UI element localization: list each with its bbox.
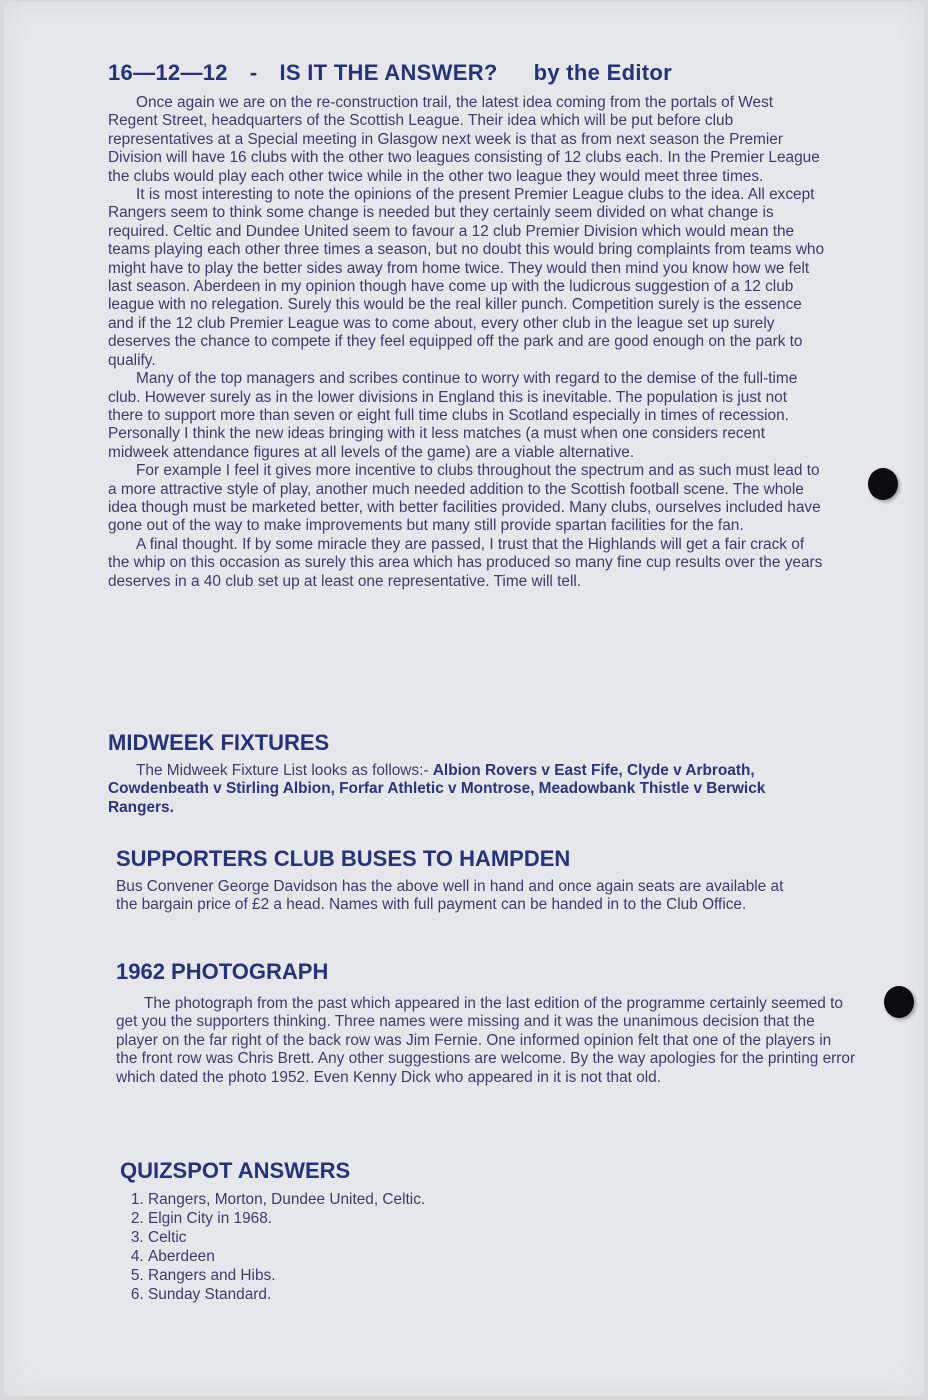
buses-title: SUPPORTERS CLUB BUSES TO HAMPDEN (116, 846, 571, 871)
quiz-answer-3: 3. Celtic (148, 1228, 620, 1247)
quiz-title: QUIZSPOT ANSWERS (120, 1158, 351, 1183)
midweek-fixtures-list: Albion Rovers v East Fife, Clyde v Arbroath, Cowdenbeath v Stirling Albion, Forfar Athletic v Montrose, Meadowbank Thistle v Berwick Rangers. (108, 762, 766, 816)
midweek-fixtures-text (108, 762, 826, 817)
midweek-fixtures-section (108, 730, 826, 817)
photo-title: 1962 PHOTOGRAPH (116, 959, 329, 984)
buses-text: Bus Convener George Davidson has the above well in hand and once again seats are available at the bargain price of £2 a head. Names with full payment can be handed in to the Club Office. (116, 878, 784, 914)
photo-section (116, 959, 856, 1087)
quiz-section (120, 1158, 620, 1304)
midweek-fixtures-title: MIDWEEK FIXTURES (108, 730, 330, 755)
editorial-paragraph-3: Many of the top managers and scribes continue to worry with regard to the demise of the full-time club. However surely as in the lower divisions in England this is inevitable. The population is just not there to support more than seven or eight full time clubs in Scotland especially in times of recession. Personally I think the new ideas bringing with it less matches (a must when one considers recent midweek attendance figures at all levels of the game) are a viable alternative. (108, 370, 798, 461)
editorial-title: IS IT THE ANSWER? (279, 60, 498, 85)
photo-text: The photograph from the past which appeared in the last edition of the programme certainly seemed to get you the supporters thinking. Three names were missing and it was the unanimous decision that the player on the far right of the back row was Jim Fernie. One informed opinion felt that one of the players in the front row was Chris Brett. Any other suggestions are welcome. By the way apologies for the printing error which dated the photo 1952. Even Kenny Dick who appeared in it is not that old. (116, 995, 856, 1086)
quiz-answer-4: 4. Aberdeen (148, 1247, 620, 1266)
programme-page (4, 2, 924, 1396)
editorial-heading (108, 60, 826, 86)
buses-section (116, 846, 784, 915)
editorial-section (108, 60, 826, 591)
editorial-date: 16—12—12 (108, 60, 228, 85)
midweek-fixtures-intro: The Midweek Fixture List looks as follows:- (136, 762, 429, 779)
quiz-answers-list (120, 1190, 620, 1304)
editorial-byline: by the Editor (533, 60, 672, 85)
punch-hole-bottom (884, 986, 914, 1018)
quiz-answer-6: 6. Sunday Standard. (148, 1285, 620, 1304)
editorial-paragraph-4: For example I feel it gives more incentive to clubs throughout the spectrum and as such must lead to a more attractive style of play, another much needed addition to the Scottish football scene. The whole idea though must be marketed better, with better facilities provided. Many clubs, ourselves included have gone out of the way to make improvements but many still provide spartan facilities for the fan. (108, 462, 821, 535)
quiz-answer-2: 2. Elgin City in 1968. (148, 1209, 620, 1228)
editorial-paragraph-1: Once again we are on the re-construction trail, the latest idea coming from the portals of West Regent Street, headquarters of the Scottish League. Their idea which will be put before club representatives at a Special meeting in Glasgow next week is that as from next season the Premier Division will have 16 clubs with the other two leagues consisting of 12 clubs each. In the Premier League the clubs would play each other twice while in the other two league they would meet three times. (108, 94, 820, 185)
editorial-paragraph-2: It is most interesting to note the opinions of the present Premier League clubs to the idea. All except Rangers seem to think some change is needed but they certainly seem divided on what change is required. Celtic and Dundee United seem to favour a 12 club Premier Division which would mean the teams playing each other three times a season, but no doubt this would bring complaints from teams who might have to play the better sides away from home twice. They would then mind you know how we felt last season. Aberdeen in my opinion though have come up with the ludicrous suggestion of a 12 club league with no relegation. Surely this would be the real killer punch. Competition surely is the essence and if the 12 club Premier League was to come about, every other club in the league set up surely deserves the chance to compete if they feel equipped off the park and are good enough on the park to qualify. (108, 186, 825, 369)
quiz-answer-5: 5. Rangers and Hibs. (148, 1266, 620, 1285)
editorial-paragraph-5: A final thought. If by some miracle they are passed, I trust that the Highlands will get a fair crack of the whip on this occasion as surely this area which has produced so many fine cup results over the years deserves in a 40 club set up at least one representative. Time will tell. (108, 535, 823, 590)
punch-hole-top (868, 468, 898, 500)
heading-separator: - (249, 60, 258, 85)
quiz-answer-1: 1. Rangers, Morton, Dundee United, Celtic. (148, 1190, 620, 1209)
